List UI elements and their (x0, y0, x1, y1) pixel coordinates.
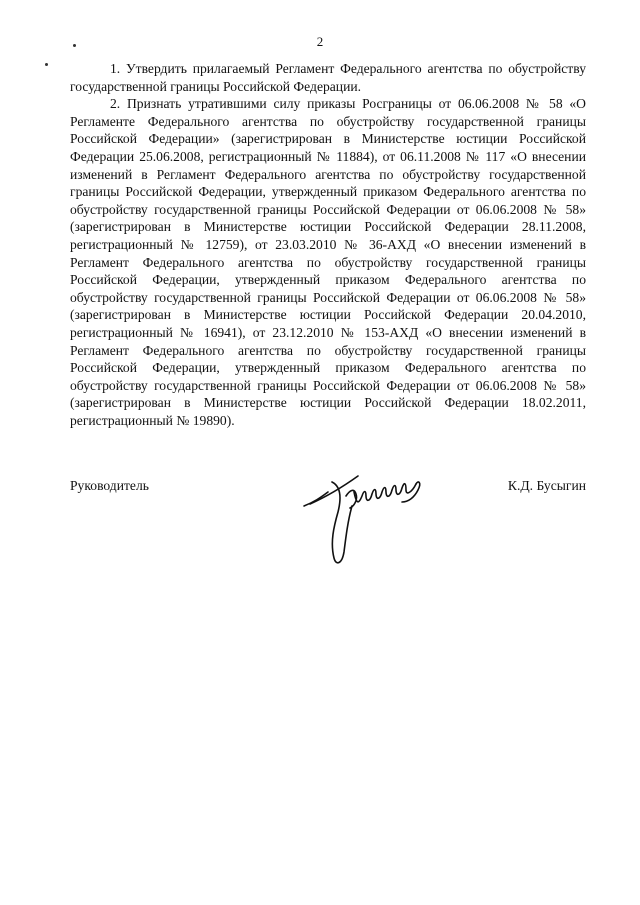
paragraph-1: 1. Утвердить прилагаемый Регламент Федерального агентства по обустройству государственной границы Российской Федерации. (70, 61, 586, 94)
handwritten-signature (300, 462, 440, 572)
position-title: Руководитель (70, 478, 149, 493)
page-number: 2 (316, 34, 324, 49)
signer-name: К.Д. Бусыгин (507, 478, 586, 493)
document-body (70, 60, 586, 429)
paragraph-2: 2. Признать утратившими силу приказы Росграницы от 06.06.2008 № 58 «О Регламенте Федерального агентства по обустройству государственной границы Российской Федерации» (зарегистрирован в Министерстве юстиции Российской Федерации 25.06.2008, регистрационный № 11884), от 06.11.2008 № 117 «О внесении изменений в Регламент Федерального агентства по обустройству государственной границы Российской Федерации, утвержденный приказом Федерального агентства по обустройству государственной границы Российской Федерации от 06.06.2008 № 58» (зарегистрирован в Министерстве юстиции Российской Федерации 28.11.2008, регистрационный № 12759), от 23.03.2010 № 36-АХД «О внесении изменений в Регламент Федерального агентства по обустройству государственной границы Российской Федерации, утвержденный приказом Федерального агентства по обустройству государственной границы Российской Федерации от 06.06.2008 № 58» (зарегистрирован в Министерстве юстиции Российской Федерации 20.04.2010, регистрационный № 16941), от 23.12.2010 № 153-АХД «О внесении изменений в Регламент Федерального агентства по обустройству государственной границы Российской Федерации, утвержденный приказом Федерального агентства по обустройству государственной границы Российской Федерации от 06.06.2008 № 58» (зарегистрирован в Министерстве юстиции Российской Федерации 18.02.2011, регистрационный № 19890). (70, 96, 586, 428)
scan-speck (45, 63, 48, 66)
scan-speck (73, 44, 76, 47)
